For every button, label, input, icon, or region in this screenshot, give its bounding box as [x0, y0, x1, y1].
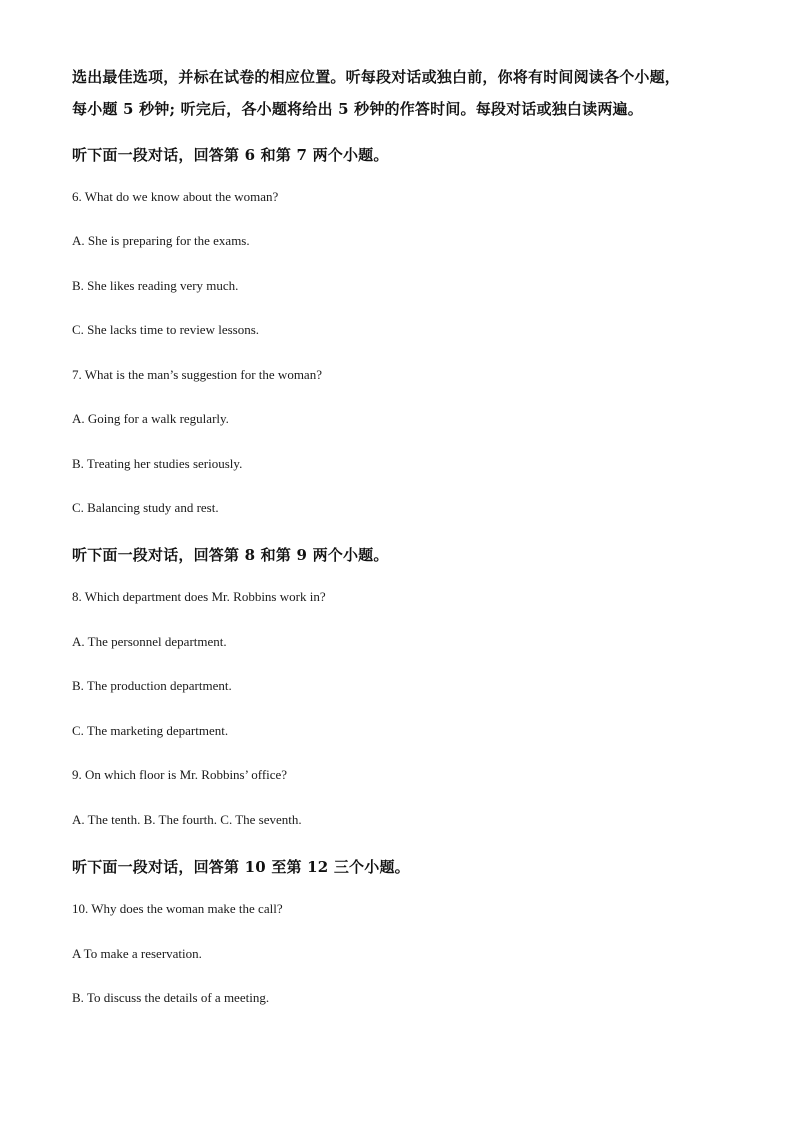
question-7-stem: 7. What is the man’s suggestion for the woman?: [72, 367, 322, 382]
question-10-option-a: A To make a reservation.: [72, 946, 202, 961]
question-9-stem: 9. On which floor is Mr. Robbins’ office?: [72, 767, 288, 782]
section-heading-10-12: 听下面一段对话，回答第 10 至第 12 三个小题。: [72, 858, 410, 876]
question-8-option-a: A. The personnel department.: [72, 634, 227, 649]
question-7-option-b: B. Treating her studies seriously.: [72, 456, 243, 471]
question-8-option-b: B. The production department.: [72, 678, 232, 693]
question-8-option-c: C. The marketing department.: [72, 723, 229, 738]
question-7-option-a: A. Going for a walk regularly.: [72, 411, 229, 426]
intro-line-2: 每小题 5 秒钟; 听完后，各小题将给出 5 秒钟的作答时间。每段对话或独白读两遍。: [72, 100, 643, 118]
question-7-option-c: C. Balancing study and rest.: [72, 500, 219, 515]
section-heading-6-7: 听下面一段对话，回答第 6 和第 7 两个小题。: [72, 146, 389, 164]
question-6-option-b: B. She likes reading very much.: [72, 278, 239, 293]
question-9-options: A. The tenth. B. The fourth. C. The seventh.: [72, 812, 302, 827]
question-6-option-a: A. She is preparing for the exams.: [72, 233, 250, 248]
section-heading-8-9: 听下面一段对话，回答第 8 和第 9 两个小题。: [72, 546, 389, 564]
question-6-stem: 6. What do we know about the woman?: [72, 189, 279, 204]
question-10-stem: 10. Why does the woman make the call?: [72, 901, 283, 916]
question-6-option-c: C. She lacks time to review lessons.: [72, 322, 260, 337]
question-10-option-b: B. To discuss the details of a meeting.: [72, 990, 270, 1005]
question-8-stem: 8. Which department does Mr. Robbins work in?: [72, 589, 326, 604]
intro-line-1: 选出最佳选项，并标在试卷的相应位置。听每段对话或独白前，你将有时间阅读各个小题，: [72, 68, 681, 86]
